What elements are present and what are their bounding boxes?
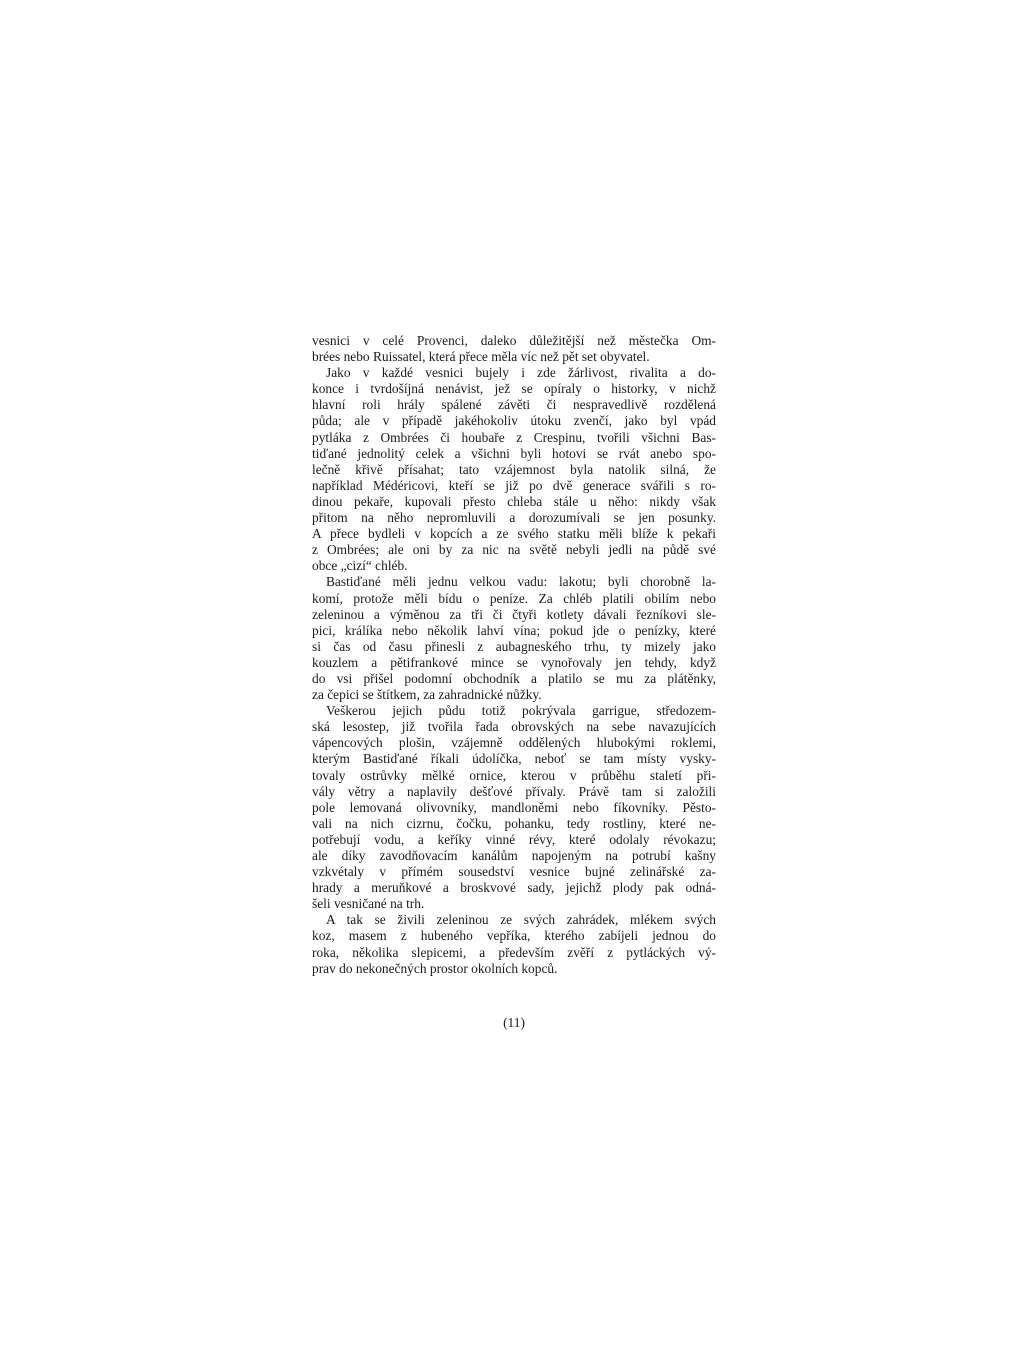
text-line: pole lemovaná olivovníky, mandloněmi nebo fíkovníky. Pěsto- (312, 799, 716, 815)
text-line: pytláka z Ombrées či houbaře z Crespinu, tvořili všichni Bas- (312, 429, 716, 445)
text-line: dinou pekaře, kupovali přesto chleba stále u něho: nikdy však (312, 493, 716, 509)
text-line: Jako v každé vesnici bujely i zde žárlivost, rivalita a do- (326, 365, 716, 381)
text-line: zeleninou a výměnou za tři či čtyři kotlety dávali řezníkovi sle- (312, 606, 716, 622)
body-text (312, 333, 716, 977)
text-line: hlavní roli hrály spálené závěti či nespravedlivě rozdělená (312, 397, 716, 413)
text-line: půda; ale v případě jakéhokoliv útoku zvenčí, jako byl vpád (312, 413, 716, 429)
text-line: Bastiďané měli jednu velkou vadu: lakotu; byli chorobně la- (326, 574, 716, 590)
text-line: za čepici se štítkem, za zahradnické nůžky. (312, 687, 542, 703)
text-line: tovaly ostrůvky mělké ornice, kterou v průběhu staletí při- (312, 767, 716, 783)
text-line: koz, masem z hubeného vepříka, kterého zabíjeli jednou do (312, 928, 716, 944)
text-line: pici, králíka nebo několik lahví vína; pokud jde o penízky, které (312, 622, 716, 638)
text-line: prav do nekonečných prostor okolních kopců. (312, 960, 558, 976)
text-line: brées nebo Ruissatel, která přece měla víc než pět set obyvatel. (312, 349, 650, 365)
text-line: konce i tvrdošíjná nenávist, jež se opíraly o historky, v nichž (312, 381, 716, 397)
page-number: (11) (503, 1015, 525, 1030)
text-line: například Médéricovi, kteří se již po dvě generace svářili s ro- (312, 477, 716, 493)
text-line: z Ombrées; ale oni by za nic na světě nebyli jedli na půdě své (312, 542, 716, 558)
text-line: si čas od času přinesli z aubagneského trhu, ty mizely jako (312, 638, 716, 654)
text-line: vesnici v celé Provenci, daleko důležitější než městečka Om- (312, 333, 716, 348)
text-line: komí, protože měli bídu o peníze. Za chléb platili obilím nebo (312, 590, 716, 606)
text-line: vápencových plošin, vzájemně oddělených hlubokými roklemi, (312, 735, 716, 751)
text-line: kterým Bastiďané říkali údolíčka, neboť se tam místy vysky- (312, 751, 716, 767)
text-line: obce „cizí“ chléb. (312, 558, 408, 574)
text-line: vály větry a naplavily dešťové přívaly. Právě tam si založili (312, 783, 716, 799)
text-line: lečně křivě přísahat; tato vzájemnost byla natolik silná, že (312, 461, 716, 477)
text-line: kouzlem a pětifrankové mince se vynořovaly jen tehdy, když (312, 654, 716, 670)
text-line: roka, několika slepicemi, a především zvěří z pytláckých vý- (312, 944, 716, 960)
text-line: vali na nich cizrnu, čočku, pohanku, tedy rostliny, které ne- (312, 815, 716, 831)
text-line: potřebují vodu, a keříky vinné révy, které odolaly révokazu; (312, 831, 716, 847)
text-line: vzkvétaly v přímém sousedství vesnice bujné zelinářské za- (312, 864, 716, 880)
text-line: šeli vesničané na trh. (312, 896, 425, 912)
text-line: A tak se živili zeleninou ze svých zahrádek, mlékem svých (326, 912, 716, 928)
text-line: ská lesostep, již tvořila řada obrovských na sebe navazujících (312, 719, 716, 735)
text-line: tiďané jednolitý celek a všichni byli hotovi se rvát anebo spo- (312, 445, 716, 461)
text-line: do vsi přišel podomní obchodník a platilo se mu za plátěnky, (312, 670, 716, 686)
text-line: Veškerou jejich půdu totiž pokrývala garrigue, středozem- (326, 703, 716, 719)
text-line: přitom na něho nepromluvili a dorozumívali se jen posunky. (312, 510, 716, 526)
text-line: hrady a meruňkové a broskvové sady, jejichž plody pak odná- (312, 880, 716, 896)
text-line: ale díky zavodňovacím kanálům napojeným na potrubí kašny (312, 848, 716, 863)
text-line: A přece bydleli v kopcích a ze svého statku měli blíže k pekaři (312, 526, 716, 542)
